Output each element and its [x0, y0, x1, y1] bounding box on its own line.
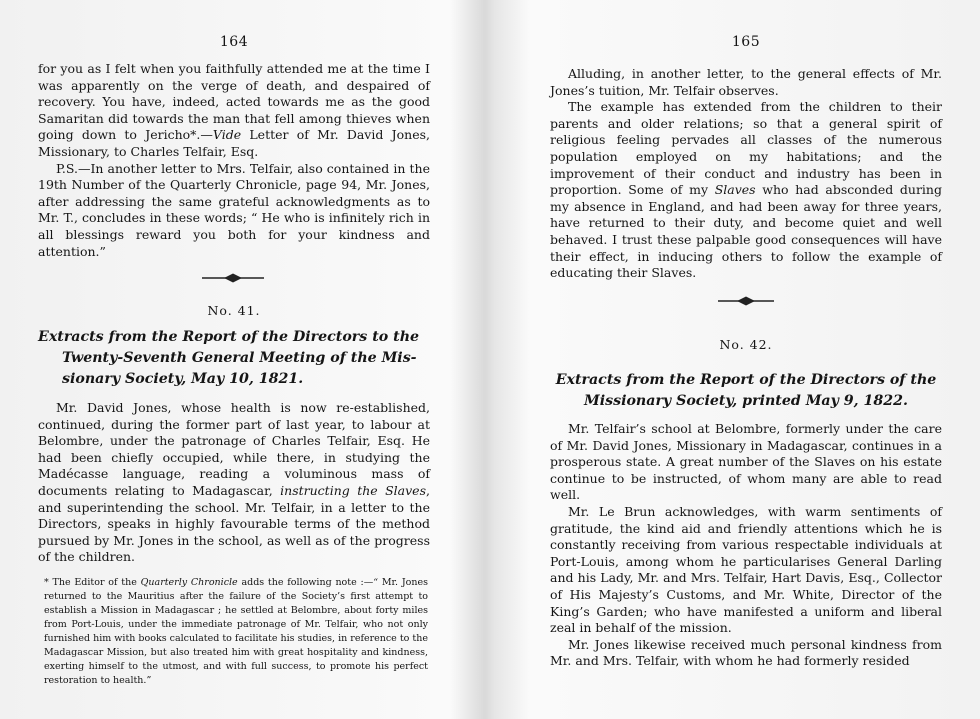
body-paragraph [550, 99, 942, 282]
ornament-divider-right [718, 295, 774, 307]
footnote-text: adds the following note :—“ Mr. Jones returned to the Mauritius after the failure of the Society’s first attempt to establish a Mission in Madagascar ; he settled at Belombre, about forty miles from Port-Louis, under the immediate patronage of Mr. Telfair, who not only furnished him with books calculated to facilitate his studies, in reference to the Madagascar Mission, but also treated him with great hospitality and kindness, exerting himself to the utmost, and with full success, to promote his perfect restoration to health.” [44, 577, 428, 686]
heading-line: Twenty-Seventh General Meeting of the Mis- [62, 350, 417, 366]
heading-line: Missionary Society, printed May 9, 1822. [584, 393, 908, 409]
body-text: who had absconded during my absence in England, and had been away for three years, have returned to their duty, and become quiet and well behaved. I trust these palpable good consequences will have their effect, in inducing others to follow the example of educating their Slaves. [550, 182, 942, 281]
body-text: , and superintending the school. Mr. Telfair, in a letter to the Directors, speaks in highly favourable terms of the method pursued by Mr. Jones in the school, as well as of the progress of the children. [38, 482, 430, 565]
section-number-42: No. 42. [719, 337, 773, 352]
page-number-left: 164 [219, 34, 249, 50]
body-paragraph [38, 400, 430, 566]
continued-letter [38, 61, 430, 260]
body-paragraph: Mr. Le Brun acknowledges, with warm sentiments of gratitude, the kind aid and friendly attentions which he is constantly receiving from various respectable individuals at Port-Louis, among whom he particularises General Darling and his Lady, Mr. and Mrs. Telfair, Hart Davis, Esq., Collector of His Majesty’s Customs, and Mr. White, Director of the King’s Garden; who have manifested a uniform and liberal zeal in behalf of the mission. [550, 503, 942, 636]
heading-line: sionary Society, May 10, 1821. [62, 371, 304, 387]
continued-tail: Letter of Mr. David Jones, Missionary, to Charles Telfair, Esq. [38, 127, 430, 159]
vide-italic: Vide [212, 127, 242, 143]
body-text: The example has extended from the children to their parents and older relations; so that a general spirit of religious feeling pervades all classes of the numerous population employed on my habitations; and the improvement of their conduct and industry has been in proportion. Some of my [550, 99, 942, 198]
continued-paragraph [38, 61, 430, 161]
body-italic: Slaves [714, 182, 756, 198]
heading-line: Extracts from the Report of the Directors of the [555, 372, 937, 388]
right-page [550, 0, 942, 719]
body-italic: instructing the Slaves [280, 482, 426, 498]
body-paragraph: Mr. Jones likewise received much personal kindness from Mr. and Mrs. Telfair, with whom he had formerly resided [550, 636, 942, 669]
ornament-divider-left [202, 272, 264, 284]
body-paragraph: Mr. Telfair’s school at Belombre, formerly under the care of Mr. David Jones, Missionary in Madagascar, continues in a prosperous state. A great number of the Slaves on his estate continue to be instructed, of whom many are able to read well. [550, 421, 942, 503]
body-paragraph: Alluding, in another letter, to the general effects of Mr. Jones’s tuition, Mr. Telfair observes. [550, 66, 942, 98]
footnote-italic: Quarterly Chronicle [140, 577, 238, 588]
section-number-41: No. 41. [207, 303, 261, 318]
section-heading-42 [550, 370, 942, 412]
footnote-text: * The Editor of the [44, 577, 141, 588]
section-41-body [38, 400, 430, 566]
footnote-paragraph [44, 576, 428, 688]
body-text: Mr. David Jones, whose health is now re-established, continued, during the former part of last year, to labour at Belombre, under the patronage of Charles Telfair, Esq. He had been chiefly occupied, while there, in studying the Madécasse language, reading a voluminous mass of documents relating to Madagascar, [38, 400, 430, 498]
section-heading-41 [38, 327, 430, 390]
page-number-right: 165 [731, 34, 761, 50]
section-42-body [550, 421, 942, 670]
continued-text: for you as I felt when you faithfully attended me at the time I was apparently on the verge of death, and despaired of recovery. You have, indeed, acted towards me as the good Samaritan did towards the man that fell among thieves when going down to Jericho*.— [38, 61, 430, 143]
footnote [44, 576, 428, 688]
heading-line: Extracts from the Report of the Directors to the [38, 329, 420, 345]
postscript-paragraph: P.S.—In another letter to Mrs. Telfair, also contained in the 19th Number of the Quarterly Chronicle, page 94, Mr. Jones, after addressing the same grateful acknowledgments as to Mr. T., concludes in these words; “ He who is infinitely rich in all blessings reward you both for your kindness and attention.” [38, 160, 430, 259]
letter-excerpt [550, 66, 942, 282]
left-page [38, 0, 430, 719]
